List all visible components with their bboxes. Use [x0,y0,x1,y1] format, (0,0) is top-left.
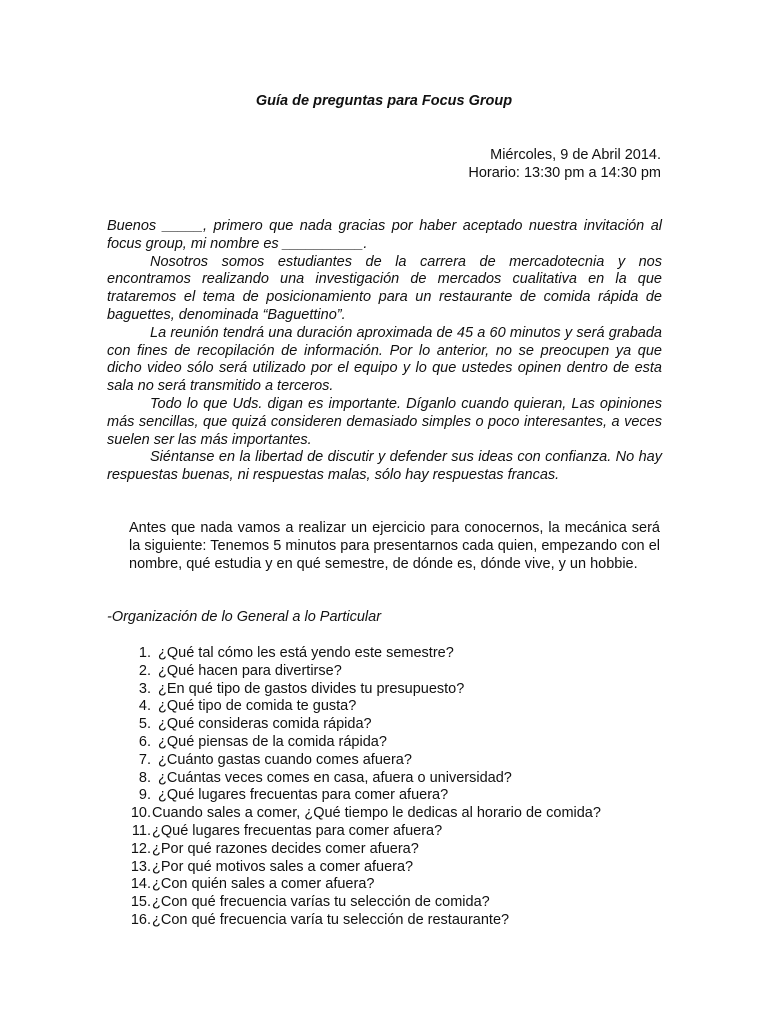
question-number: 9. [138,787,151,804]
question-text: Cuando sales a comer, ¿Qué tiempo le dedicas al horario de comida? [152,805,601,822]
intro-paragraph: Nosotros somos estudiantes de la carrera de mercadotecnia y nos encontramos realizando una investigación de mercados cualitativa en la que trataremos el tema de posicionamiento para un restaurante de comida rápida de baguettes, denominada “Baguettino”. [107,253,662,323]
intro-text [107,218,662,485]
question-text: ¿Qué lugares frecuentas para comer afuera? [158,787,449,804]
question-number: 14. [130,876,151,893]
question-number: 1. [138,645,151,661]
intro-paragraph: La reunión tendrá una duración aproximada de 45 a 60 minutos y será grabada con fines de recopilación de información. Por lo anterior, no se preocupen ya que dicho video sólo será utilizado por el equipo y lo que ustedes opinen dentro de esta sala no será transmitido a terceros. [107,324,662,395]
question-number: 15. [130,894,151,911]
question-text: ¿Qué hacen para divertirse? [158,662,342,679]
question-text: ¿Con qué frecuencia varía tu selección de restaurante? [152,911,510,928]
list-item [129,787,669,805]
intro-paragraph: Todo lo que Uds. digan es importante. Díganlo cuando quieran, Las opiniones más sencillas, que quizá consideren demasiado simples o poco interesantes, a veces suelen ser las más importantes. [107,395,662,448]
question-number: 4. [138,698,151,715]
date-line: Miércoles, 9 de Abril 2014. [490,147,661,163]
question-number: 13. [130,858,151,875]
question-list [129,645,669,930]
date-block [468,147,661,182]
intro-paragraph: Siéntanse en la libertad de discutir y defender sus ideas con confianza. No hay respuestas buenas, ni respuestas malas, sólo hay respuestas francas. [107,449,662,484]
list-item [129,681,669,699]
question-text: ¿Qué tipo de comida te gusta? [158,698,357,715]
question-text: ¿Qué tal cómo les está yendo este semestre? [158,645,454,661]
list-item [129,663,669,681]
question-text: ¿Qué consideras comida rápida? [158,716,372,733]
question-number: 11. [131,822,151,839]
question-number: 16. [130,911,151,928]
list-item [129,805,669,823]
list-item [129,645,669,663]
list-item [129,716,669,734]
question-text: ¿Cuánto gastas cuando comes afuera? [158,751,412,768]
question-number: 5. [138,716,151,733]
section-heading: -Organización de lo General a lo Particular [107,609,382,625]
list-item [129,876,669,894]
question-number: 7. [138,751,151,768]
document-title: Guía de preguntas para Focus Group [255,93,513,109]
list-item [129,752,669,770]
question-text: ¿Por qué razones decides comer afuera? [152,840,419,857]
question-text: ¿Cuántas veces comes en casa, afuera o universidad? [158,769,512,786]
question-text: ¿Con quién sales a comer afuera? [152,876,375,893]
question-number: 2. [138,662,151,679]
list-item [129,734,669,752]
list-item [129,770,669,788]
list-item [129,859,669,877]
list-item [129,912,669,930]
list-item [129,698,669,716]
intro-paragraph: Buenos _____, primero que nada gracias por haber aceptado nuestra invitación al focus group, mi nombre es __________. [107,218,662,252]
question-number: 3. [138,680,151,697]
question-text: ¿Qué lugares frecuentas para comer afuera? [152,822,443,839]
question-text: ¿Por qué motivos sales a comer afuera? [152,858,414,875]
list-item [129,823,669,841]
question-text: ¿En qué tipo de gastos divides tu presupuesto? [158,680,465,697]
question-text: ¿Qué piensas de la comida rápida? [158,733,387,750]
question-number: 6. [138,733,151,750]
question-number: 12. [130,840,151,857]
question-text: ¿Con qué frecuencia varías tu selección de comida? [152,894,490,911]
question-number: 10. [130,805,151,822]
question-number: 8. [138,769,151,786]
time-line: Horario: 13:30 pm a 14:30 pm [468,164,661,181]
list-item [129,841,669,859]
list-item [129,894,669,912]
exercise-paragraph: Antes que nada vamos a realizar un ejercicio para conocernos, la mecánica será la siguiente: Tenemos 5 minutos para presentarnos cada quien, empezando con el nombre, qué estudia y en qué semestre, de dónde es, dónde vive, y un hobbie. [129,520,660,572]
